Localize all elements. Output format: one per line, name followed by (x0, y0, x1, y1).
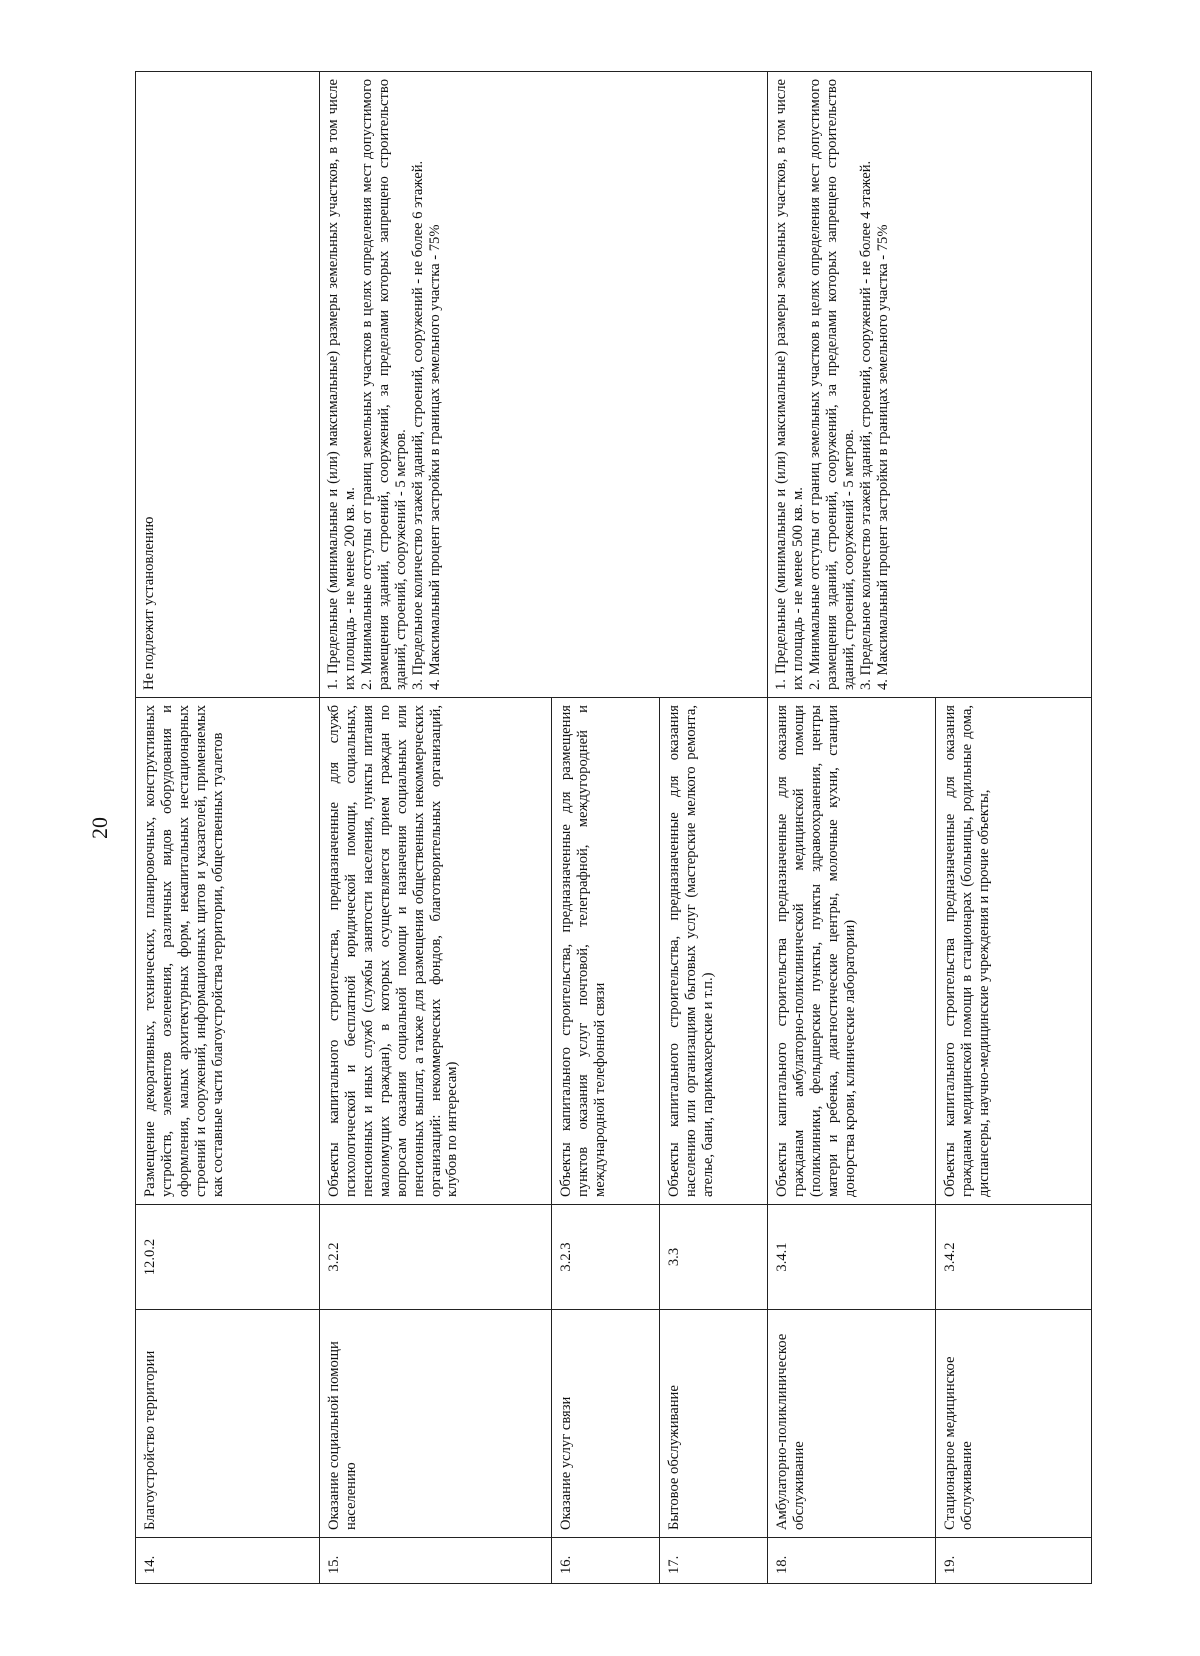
parameter-item: 2. Минимальные отступы от границ земельных участков в целях определения мест допустимого размещения зданий, строений, сооружений, за пределами которых запрещено строительство зданий, строений, сооружений - 5 метров. (806, 79, 857, 690)
use-type-code: 3.2.3 (552, 1205, 660, 1310)
use-type-name: Амбулаторно-поликлиническое обслуживание (768, 1310, 936, 1538)
row-number: 16. (552, 1538, 660, 1584)
land-use-table (135, 71, 1092, 1584)
use-type-code: 3.4.1 (768, 1205, 936, 1310)
parameters-group-2 (768, 72, 1092, 698)
use-type-description: Объекты капитального строительства, предназначенные для размещения пунктов оказания услуг почтовой, телеграфной, междугородней и международной телефонной связи (552, 698, 660, 1205)
use-type-name: Бытовое обслуживание (660, 1310, 768, 1538)
row-number: 17. (660, 1538, 768, 1584)
row-number: 18. (768, 1538, 936, 1584)
parameters-cell: Не подлежит установлению (136, 72, 320, 698)
parameter-item: 3. Предельное количество этажей зданий, строений, сооружений - не более 6 этажей. (409, 160, 426, 690)
rotated-page-content (135, 72, 1091, 1584)
parameter-item: 4. Максимальный процент застройки в границах земельного участка - 75% (874, 224, 891, 690)
row-number: 14. (136, 1538, 320, 1584)
use-type-code: 3.2.2 (320, 1205, 552, 1310)
use-type-code: 3.3 (660, 1205, 768, 1310)
use-type-name: Стационарное медицинское обслуживание (936, 1310, 1092, 1538)
use-type-description: Объекты капитального строительства предназначенные для оказания гражданам амбулаторно-поликлинической медицинской помощи (поликлиники, фельдшерские пункты, пункты здравоохранения, центры матери и ребенка, диагностические центры, молочные кухни, станции донорства крови, клинические лаборатории) (768, 698, 936, 1205)
parameter-item: 4. Максимальный процент застройки в границах земельного участка - 75% (426, 224, 443, 690)
parameters-group-1 (320, 72, 768, 698)
table-row (320, 72, 552, 1584)
use-type-name: Оказание услуг связи (552, 1310, 660, 1538)
use-type-code: 12.0.2 (136, 1205, 320, 1310)
page-number: 20 (87, 817, 112, 839)
table-row (136, 72, 320, 1584)
parameter-item: 3. Предельное количество этажей зданий, строений, сооружений - не более 4 этажей. (857, 160, 874, 690)
use-type-description: Объекты капитального строительства, предназначенные для оказания населению или организациям бытовых услуг (мастерские мелкого ремонта, ателье, бани, парикмахерские и т.п.) (660, 698, 768, 1205)
use-type-name: Благоустройство территории (136, 1310, 320, 1538)
parameter-item: 1. Предельные (минимальные и (или) максимальные) размеры земельных участков, в том числе их площадь - не менее 500 кв. м. (773, 79, 806, 690)
row-number: 19. (936, 1538, 1092, 1584)
use-type-name: Оказание социальной помощи населению (320, 1310, 552, 1538)
use-type-code: 3.4.2 (936, 1205, 1092, 1310)
parameter-item: 1. Предельные (минимальные и (или) максимальные) размеры земельных участков, в том числе их площадь - не менее 200 кв. м. (325, 79, 358, 690)
use-type-description: Объекты капитального строительства предназначенные для оказания гражданам медицинской помощи в стационарах (больницы, родильные дома, диспансеры, научно-медицинские учреждения и прочие объекты, (936, 698, 1092, 1205)
table-row (768, 72, 936, 1584)
parameter-item: 2. Минимальные отступы от границ земельных участков в целях определения мест допустимого размещения зданий, строений, сооружений, за пределами которых запрещено строительство зданий, строений, сооружений - 5 метров. (358, 79, 409, 690)
use-type-description: Объекты капитального строительства, предназначенные для служб психологической и бесплатной юридической помощи, социальных, пенсионных и иных служб (службы занятости населения, пункты питания малоимущих граждан), в которых осуществляется прием граждан по вопросам оказания социальной помощи и назначения социальных или пенсионных выплат, а также для размещения общественных некоммерческих организаций: некоммерческих фондов, благотворительных организаций, клубов по интересам) (320, 698, 552, 1205)
use-type-description: Размещение декоративных, технических, планировочных, конструктивных устройств, элементов озеленения, различных видов оборудования и оформления, малых архитектурных форм, некапитальных нестационарных строений и сооружений, информационных щитов и указателей, применяемых как составные части благоустройства территории, общественных туалетов (136, 698, 320, 1205)
row-number: 15. (320, 1538, 552, 1584)
